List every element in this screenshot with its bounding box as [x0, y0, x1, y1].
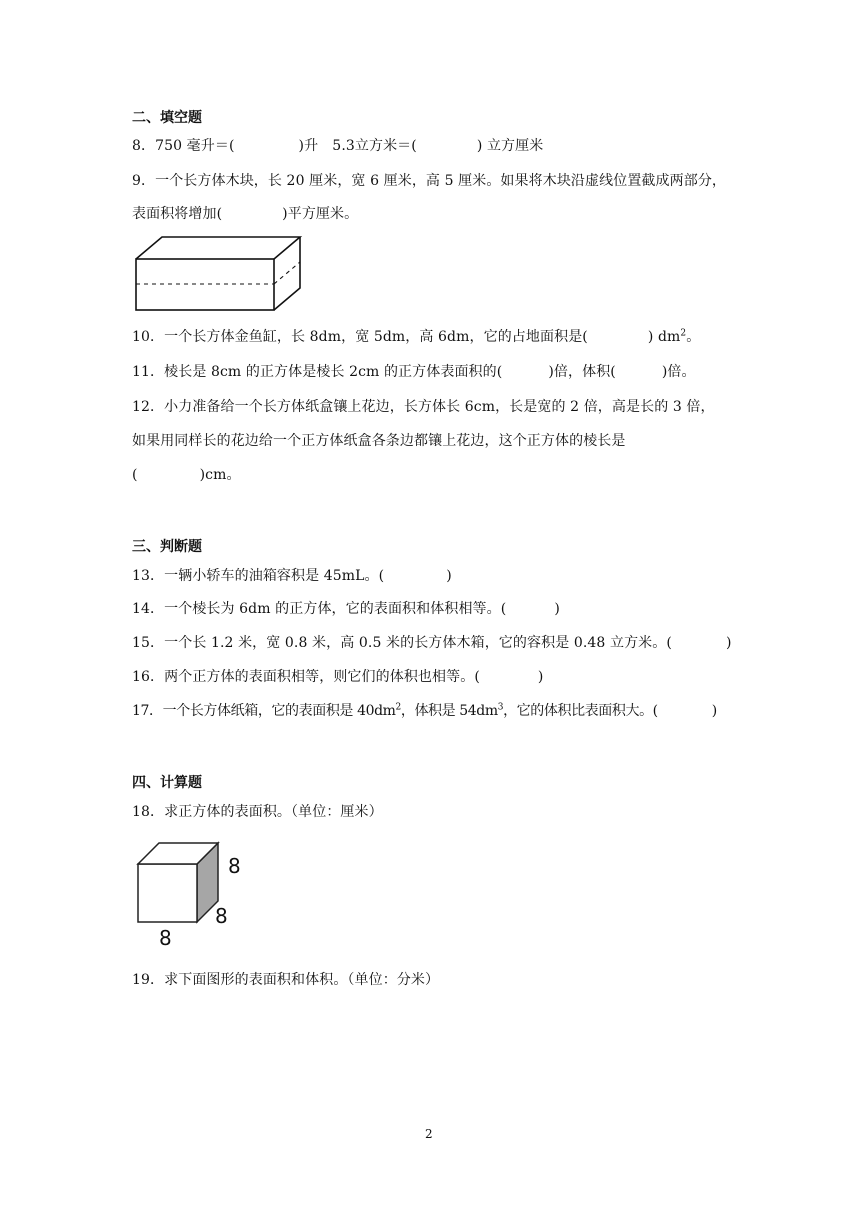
q11-prefix: 11．棱长是 8cm 的正方体是棱长 2cm 的正方体表面积的( [132, 364, 503, 380]
q17-mid: ，体积是 54dm [400, 703, 498, 719]
question-9-line-1: 9．一个长方体木块，长 20 厘米，宽 6 厘米，高 5 厘米。如果将木块沿虚线位置截成两部分， [132, 173, 727, 189]
q12-prefix: ( [132, 467, 138, 483]
q14-prefix: 14．一个棱长为 6dm 的正方体，它的表面积和体积相等。( [132, 601, 507, 617]
section-heading-judge: 三、判断题 [132, 539, 202, 555]
q11-mid: )倍，体积( [548, 364, 616, 380]
q10-prefix: 10．一个长方体金鱼缸，长 8dm，宽 5dm，高 6dm，它的占地面积是( [132, 329, 588, 345]
q15-prefix: 15．一个长 1.2 米，宽 0.8 米，高 0.5 米的长方体木箱，它的容积是 0.48 立方米。( [132, 635, 672, 651]
q9-suffix: )平方厘米。 [282, 206, 359, 222]
q17-suffix: ) [711, 703, 717, 719]
question-18: 18．求正方体的表面积。（单位：厘米） [132, 804, 383, 820]
question-12-line-1: 12．小力准备给一个长方体纸盒镶上花边，长方体长 6cm，长是宽的 2 倍，高是长的 3 倍， [132, 399, 715, 415]
q17-sup-1: 2 [395, 702, 401, 713]
q17-mid-2: ，它的体积比表面积大。( [503, 703, 658, 719]
q10-suffix: ) dm [647, 329, 681, 345]
page-number: 2 [425, 1127, 433, 1141]
q17-sup-2: 3 [497, 702, 504, 713]
q14-suffix: ) [554, 601, 560, 617]
q13-prefix: 13．一辆小轿车的油箱容积是 45mL。( [132, 568, 385, 584]
section-heading-fill: 二、填空题 [132, 110, 202, 126]
q12-suffix: )cm。 [199, 467, 241, 483]
q8-mid: )升 5.3立方米＝( [298, 138, 417, 154]
q15-suffix: ) [725, 635, 732, 651]
cube-front-face [138, 864, 197, 922]
q8-prefix: 8．750 毫升＝( [132, 138, 235, 154]
q16-suffix: ) [537, 669, 544, 685]
cube-label-bottom: 8 [159, 926, 172, 950]
q13-suffix: ) [446, 568, 452, 584]
q8-suffix: ) 立方厘米 [476, 138, 544, 154]
q10-sup: 2 [680, 328, 687, 339]
question-12-line-2: 如果用同样长的花边给一个正方体纸盒各条边都镶上花边，这个正方体的棱长是 [132, 433, 626, 449]
cube-label-right-top: 8 [228, 854, 241, 878]
q16-prefix: 16．两个正方体的表面积相等，则它们的体积也相等。( [132, 669, 480, 685]
q10-end: 。 [686, 329, 701, 345]
section-heading-calc: 四、计算题 [132, 775, 202, 791]
q11-suffix: )倍。 [661, 364, 696, 380]
cube-label-right-bottom: 8 [215, 904, 228, 928]
q17-prefix: 17．一个长方体纸箱，它的表面积是 40dm [132, 703, 396, 719]
question-19: 19．求下面图形的表面积和体积。（单位：分米） [132, 972, 440, 988]
q9-prefix: 表面积将增加( [132, 206, 223, 222]
